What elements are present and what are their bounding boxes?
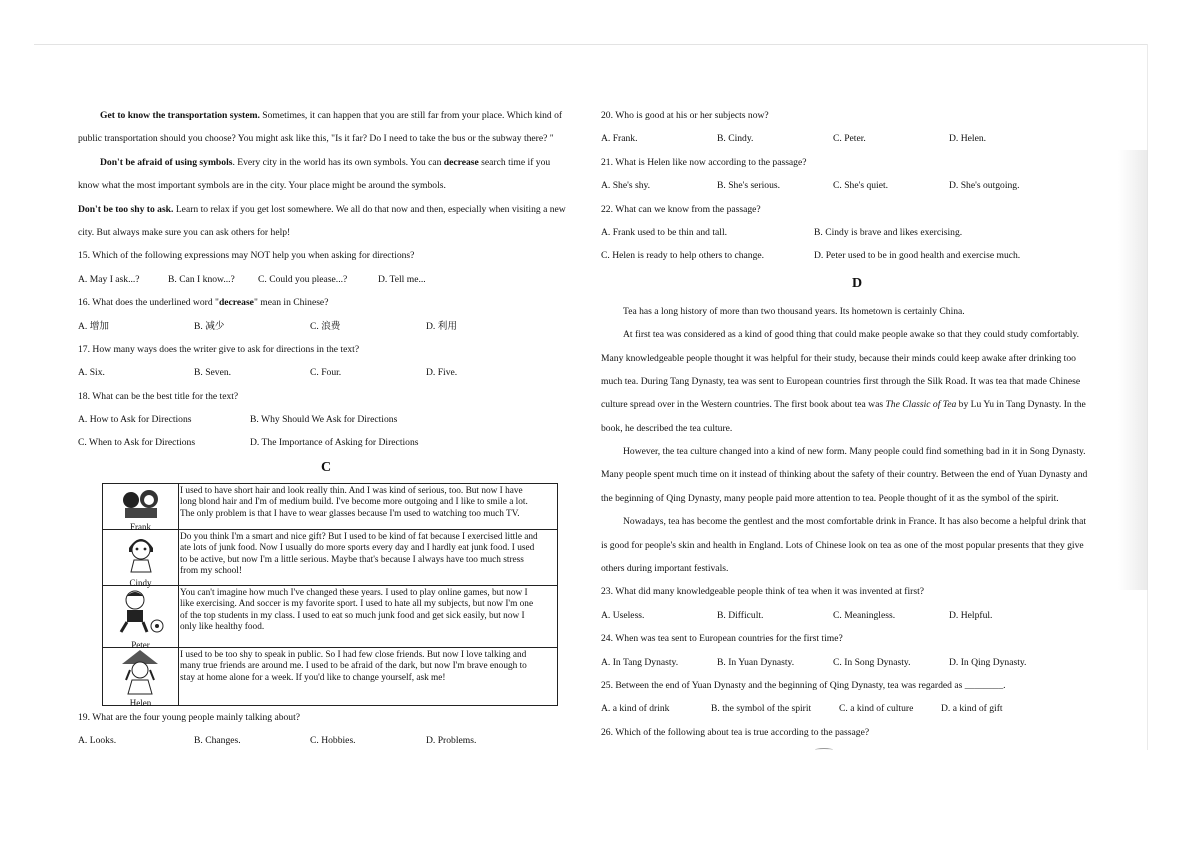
options-22 bbox=[601, 244, 1113, 267]
option: A. a kind of drink bbox=[601, 703, 670, 715]
options-16 bbox=[78, 315, 584, 338]
option: B. Seven. bbox=[194, 367, 232, 379]
option: C. Four. bbox=[310, 367, 342, 379]
question-15: 15. Which of the following expressions may NOT help you when asking for directions? bbox=[78, 250, 415, 262]
option: B. Cindy. bbox=[717, 133, 754, 145]
page-top-rule bbox=[34, 44, 1147, 45]
option: B. In Yuan Dynasty. bbox=[717, 656, 795, 668]
person-text: I used to have short hair and look really thin. And I was kind of serious, too. But now I have long blond hair and I'm of medium build. I've become more outgoing and I like to smile a lot. The only problem is that I have to wear glasses because I'm used to watching too much TV. bbox=[179, 483, 558, 529]
option: D. Peter used to be in good health and exercise much. bbox=[814, 250, 1021, 262]
question-19: 19. What are the four young people mainly talking about? bbox=[78, 711, 301, 723]
options-17 bbox=[78, 361, 584, 384]
options-22 bbox=[601, 221, 1113, 244]
question-26: 26. Which of the following about tea is true according to the passage? bbox=[601, 726, 870, 738]
cindy-picture bbox=[121, 532, 161, 574]
options-15 bbox=[78, 268, 584, 291]
option: A. How to Ask for Directions bbox=[78, 414, 192, 426]
option: C. She's quiet. bbox=[833, 180, 889, 192]
table-row bbox=[103, 529, 558, 585]
question-17: 17. How many ways does the writer give to ask for directions in the text? bbox=[78, 343, 360, 355]
option: B. Difficult. bbox=[717, 609, 764, 621]
option: D. Five. bbox=[426, 367, 458, 379]
passage-line: At first tea was considered as a kind of good thing that could make people awake so that they could study comfortably. bbox=[623, 329, 1080, 341]
option: A. Useless. bbox=[601, 609, 645, 621]
option: B. 减少 bbox=[194, 320, 225, 332]
option: D. Helpful. bbox=[949, 609, 993, 621]
question-16: 16. What does the underlined word "decrease" mean in Chinese? bbox=[78, 297, 329, 309]
page-fragment bbox=[815, 748, 833, 752]
option: A. In Tang Dynasty. bbox=[601, 656, 679, 668]
option: C. Hobbies. bbox=[310, 735, 356, 747]
options-21 bbox=[601, 174, 1113, 197]
option: D. 利用 bbox=[426, 320, 457, 332]
options-19 bbox=[78, 729, 584, 752]
option: C. Could you please...? bbox=[258, 273, 348, 285]
person-name: Helen bbox=[129, 697, 152, 708]
option: C. Helen is ready to help others to change. bbox=[601, 250, 765, 262]
option: D. a kind of gift bbox=[941, 703, 1003, 715]
left-column bbox=[78, 104, 584, 753]
question-22: 22. What can we know from the passage? bbox=[601, 203, 761, 215]
option: A. Looks. bbox=[78, 735, 117, 747]
intro-line: city. But always make sure you can ask others for help! bbox=[78, 226, 291, 238]
person-text: You can't imagine how much I've changed these years. I used to play online games, but now I like exercising. And soccer is my favorite sport. I used to hate all my subjects, but now I'm one of the top students in my class. I used to eat so much junk food and get sick easily, but now I only like healthy food. bbox=[179, 585, 558, 647]
question-25: 25. Between the end of Yuan Dynasty and the beginning of Qing Dynasty, tea was regarded as ________. bbox=[601, 679, 1006, 691]
passage-line: culture spread over in the Western countries. The first book about tea was The Classic of Tea by Lu Yu in Tang Dynasty. In the bbox=[601, 399, 1086, 411]
portrait-cell bbox=[103, 647, 179, 708]
option: C. 浪费 bbox=[310, 320, 341, 332]
question-23: 23. What did many knowledgeable people think of tea when it was invented at first? bbox=[601, 586, 924, 598]
option: B. the symbol of the spirit bbox=[711, 703, 812, 715]
question-20: 20. Who is good at his or her subjects now? bbox=[601, 110, 769, 121]
option: B. Changes. bbox=[194, 735, 241, 747]
intro-line: public transportation should you choose? You might ask like this, "Is it far? Do I need to take the bus or the subway there? " bbox=[78, 133, 554, 145]
options-18 bbox=[78, 431, 584, 454]
section-d-heading: D bbox=[851, 275, 863, 291]
passage-line: is good for people's skin and health in England. Lots of Chinese look on tea as one of the most popular presents that they give bbox=[601, 539, 1084, 551]
passage-line: others during important festivals. bbox=[601, 563, 729, 575]
option: B. Why Should We Ask for Directions bbox=[250, 414, 398, 426]
options-25 bbox=[601, 697, 1113, 720]
option: B. Can I know...? bbox=[168, 273, 235, 285]
options-23 bbox=[601, 604, 1113, 627]
option: C. Peter. bbox=[833, 133, 866, 145]
option: A. Frank. bbox=[601, 133, 638, 145]
question-21: 21. What is Helen like now according to the passage? bbox=[601, 156, 807, 168]
table-row bbox=[103, 647, 558, 705]
option: A. Six. bbox=[78, 367, 105, 379]
options-18 bbox=[78, 408, 584, 431]
intro-line: Don't be too shy to ask. Learn to relax if you get lost somewhere. We all do that now and then, especially when visiting a new bbox=[78, 203, 566, 215]
option: C. Meaningless. bbox=[833, 609, 896, 621]
options-20 bbox=[601, 127, 1113, 150]
passage-line: the beginning of Qing Dynasty, many people paid more attention to tea. People thought of it as the symbol of the spirit. bbox=[601, 492, 1059, 504]
option: D. Problems. bbox=[426, 735, 477, 747]
passage-line: Many people spent much time on it instead of thinking about the safety of their country. Between the end of Yuan Dynasty and bbox=[601, 469, 1088, 481]
option: A. Frank used to be thin and tall. bbox=[601, 226, 728, 238]
helen-picture bbox=[118, 650, 162, 696]
person-text: I used to be too shy to speak in public. So I had few close friends. But now I love talking and many true friends are around me. I used to be afraid of the dark, but now I'm brave enough to stay at home alone for a week. If you'd like to change yourself, ask me! bbox=[179, 647, 558, 705]
people-table bbox=[102, 483, 558, 706]
peter-picture bbox=[115, 588, 165, 636]
intro-line: Get to know the transportation system. Sometimes, it can happen that you are still far from your place. Which kind of bbox=[100, 110, 563, 121]
option: A. 增加 bbox=[78, 320, 109, 332]
passage-line: Nowadays, tea has become the gentlest and the most comfortable drink in France. It has also become a helpful drink that bbox=[623, 516, 1087, 528]
option: D. The Importance of Asking for Directions bbox=[250, 437, 419, 449]
option: C. In Song Dynasty. bbox=[833, 656, 911, 668]
table-row bbox=[103, 483, 558, 529]
option: D. Helen. bbox=[949, 133, 987, 145]
option: C. When to Ask for Directions bbox=[78, 437, 196, 449]
option: A. May I ask...? bbox=[78, 273, 140, 285]
passage-line: much tea. During Tang Dynasty, tea was sent to European countries first through the Silk Road. It was tea that made Chinese bbox=[601, 375, 1081, 387]
option: D. She's outgoing. bbox=[949, 180, 1020, 192]
portrait-cell bbox=[103, 529, 179, 588]
right-column bbox=[601, 104, 1113, 744]
person-name: Cindy bbox=[129, 577, 152, 588]
option: A. She's shy. bbox=[601, 180, 651, 192]
portrait-cell bbox=[103, 483, 179, 532]
passage-line: book, he described the tea culture. bbox=[601, 422, 733, 434]
person-name: Frank bbox=[130, 521, 151, 532]
option: D. In Qing Dynasty. bbox=[949, 656, 1027, 668]
passage-line: Tea has a long history of more than two thousand years. Its hometown is certainly China. bbox=[623, 305, 965, 317]
passage-line: However, the tea culture changed into a kind of new form. Many people could find something bad in it in Song Dynasty. bbox=[623, 446, 1086, 458]
option: D. Tell me... bbox=[378, 273, 426, 285]
table-row bbox=[103, 585, 558, 647]
portrait-cell bbox=[103, 585, 179, 650]
option: C. a kind of culture bbox=[839, 703, 914, 715]
person-text: Do you think I'm a smart and nice gift? But I used to be kind of fat because I exercised little and ate lots of junk food. Now I usually do more sports every day and I hardly eat junk food. I used to be active, but now I'm a little serious. Maybe that's because I always have too much stress from my school! bbox=[179, 529, 558, 585]
passage-line: Many knowledgeable people thought it was helpful for their study, because their minds could keep awake after drinking too bbox=[601, 352, 1076, 364]
section-c-heading: C bbox=[320, 459, 332, 475]
intro-line: know what the most important symbols are in the city. Your place might be around the symbols. bbox=[78, 180, 446, 192]
option: B. She's serious. bbox=[717, 180, 781, 192]
options-24 bbox=[601, 651, 1113, 674]
question-24: 24. When was tea sent to European countries for the first time? bbox=[601, 633, 843, 645]
person-name: Peter bbox=[131, 639, 150, 650]
question-18: 18. What can be the best title for the text? bbox=[78, 390, 239, 402]
option: B. Cindy is brave and likes exercising. bbox=[814, 226, 963, 238]
scan-shadow bbox=[1118, 150, 1148, 590]
intro-line: Don't be afraid of using symbols. Every city in the world has its own symbols. You can decrease search time if you bbox=[100, 156, 551, 168]
frank-picture bbox=[121, 486, 161, 520]
